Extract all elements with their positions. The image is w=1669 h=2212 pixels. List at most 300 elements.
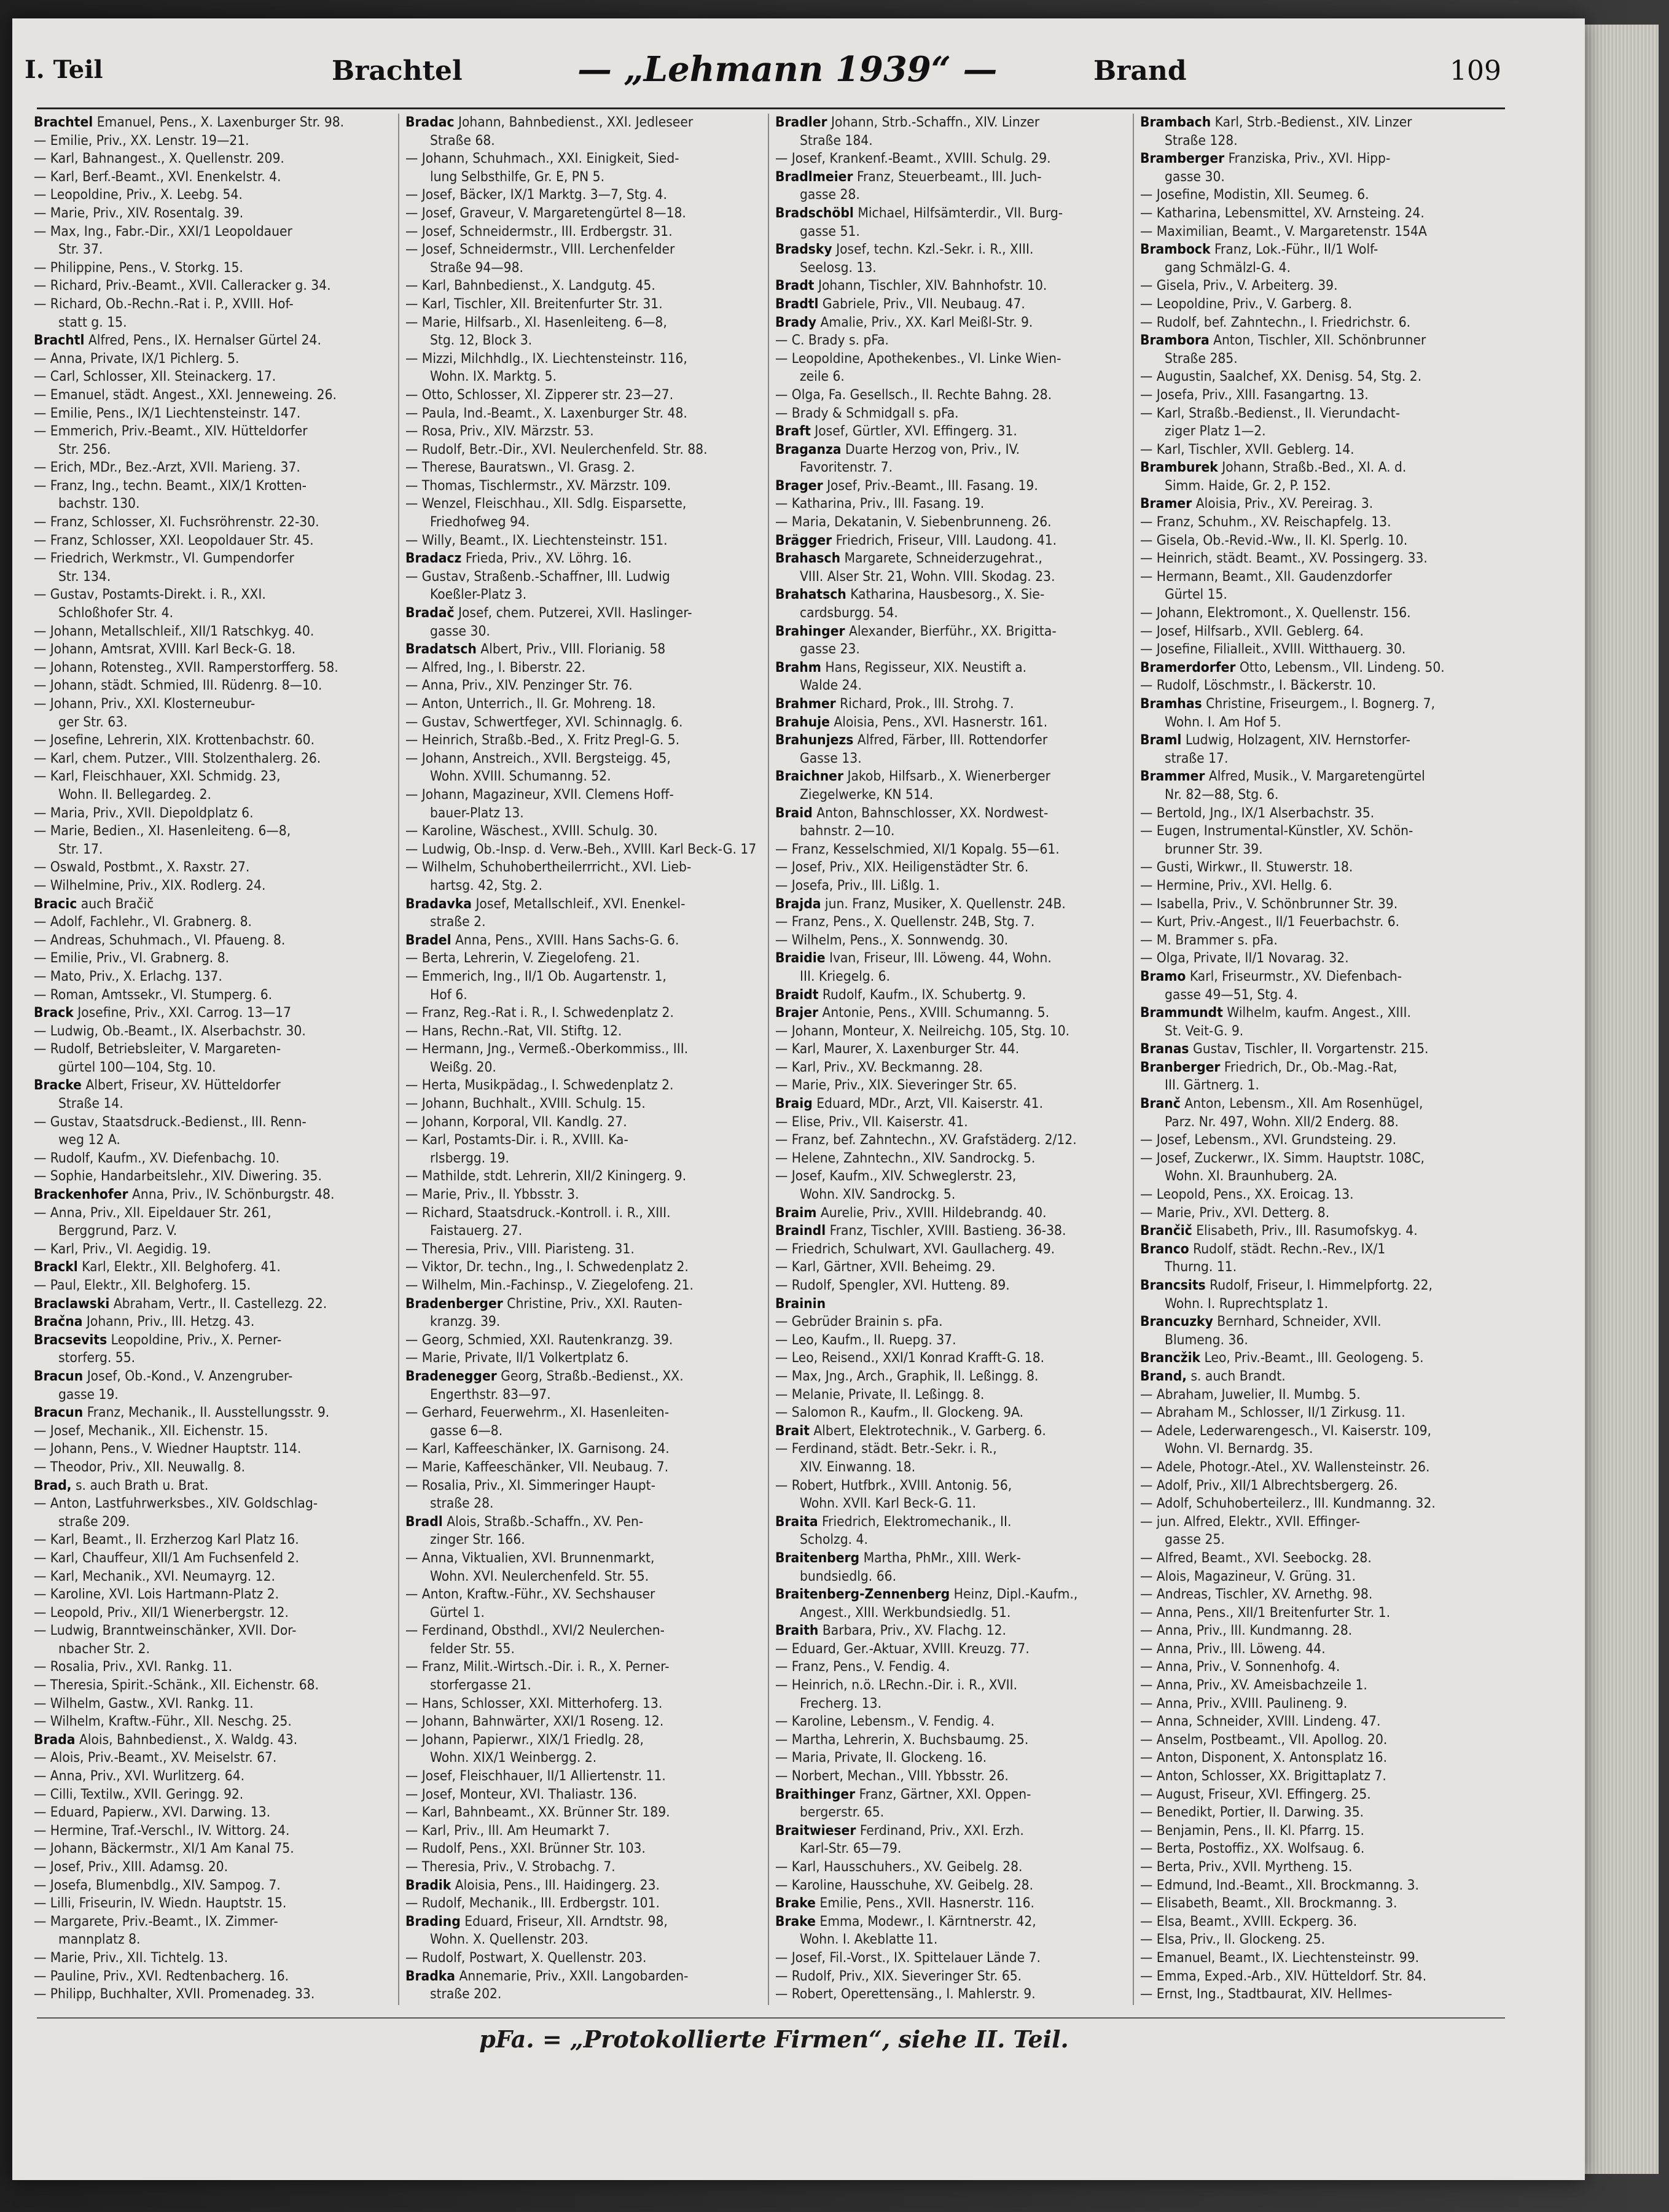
entry-surname: Bramhas bbox=[1140, 696, 1202, 712]
directory-line bbox=[405, 1822, 765, 1840]
entry-surname: Bračna bbox=[34, 1314, 83, 1330]
entry-text: — Rudolf, Löschmstr., I. Bäckerstr. 10. bbox=[1140, 677, 1377, 694]
entry-text: — Ludwig, Branntweinschänker, XVII. Dor- bbox=[34, 1622, 297, 1639]
directory-line bbox=[34, 841, 393, 859]
entry-surname: Branas bbox=[1140, 1041, 1189, 1057]
entry-continuation: Koeßler-Platz 3. bbox=[430, 586, 527, 603]
directory-line bbox=[405, 423, 765, 441]
directory-line bbox=[405, 2004, 765, 2005]
entry-continuation: Gürtel 15. bbox=[1165, 586, 1227, 603]
entry-continuation: Wohn. I. Akeblatte 11. bbox=[800, 1931, 938, 1948]
directory-line bbox=[405, 332, 765, 350]
entry-text: — Otto, Schlosser, XI. Zipperer str. 23—27. bbox=[405, 386, 674, 403]
directory-line bbox=[1140, 295, 1499, 314]
entry-surname: Brada bbox=[34, 1731, 76, 1748]
directory-line bbox=[405, 1513, 765, 1532]
entry-continuation: gasse 30. bbox=[430, 623, 490, 639]
directory-line bbox=[405, 659, 765, 677]
entry-text: — Adele, Lederwarengesch., VI. Kaiserstr. 109, bbox=[1140, 1422, 1432, 1439]
entry-text: — Berta, Lehrerin, V. Ziegelofeng. 21. bbox=[405, 950, 640, 967]
entry-text: — Karl, chem. Putzer., VIII. Stolzenthalerg. 26. bbox=[34, 750, 321, 766]
entry-text: — Richard, Staatsdruck.-Kontroll. i. R., XIII. bbox=[405, 1204, 671, 1221]
entry-continuation: Wohn. X. Quellenstr. 203. bbox=[430, 1931, 588, 1948]
directory-line bbox=[34, 604, 393, 623]
directory-line bbox=[1140, 1731, 1499, 1750]
directory-line bbox=[405, 386, 765, 405]
entry-text: — Rudolf, bef. Zahntechn., I. Friedrichstr. 6. bbox=[1140, 314, 1411, 330]
directory-line bbox=[775, 1895, 1135, 1913]
directory-line bbox=[775, 1186, 1135, 1204]
directory-line bbox=[405, 1677, 765, 1695]
entry-text: — Josef, Zuckerwr., IX. Simm. Hauptstr. 108C, bbox=[1140, 1150, 1425, 1166]
footer-note: pFa. = „Protokollierte Firmen“, siehe II. Teil. bbox=[479, 2025, 1069, 2053]
entry-continuation bbox=[1165, 2004, 1233, 2005]
entry-text: — Paula, Ind.-Beamt., X. Laxenburger Str. 48. bbox=[405, 405, 687, 421]
part-label: I. Teil bbox=[25, 55, 103, 84]
entry-continuation: gasse 6—8. bbox=[430, 1422, 503, 1439]
entry-text: — Rudolf, Kaufm., XV. Diefenbachg. 10. bbox=[34, 1150, 280, 1166]
directory-line bbox=[775, 350, 1135, 368]
directory-line bbox=[1140, 1968, 1499, 1986]
entry-text: — Karl, Bahnbeamt., XX. Brünner Str. 189. bbox=[405, 1804, 670, 1821]
entry-surname: Braithinger bbox=[775, 1786, 856, 1802]
entry-text: Wilhelm, kaufm. Angest., XIII. bbox=[1222, 1005, 1411, 1021]
entry-text: — Elsa, Beamt., XVIII. Eckperg. 36. bbox=[1140, 1913, 1358, 1930]
entry-text: — Josefine, Lehrerin, XIX. Krottenbachstr. 60. bbox=[34, 732, 315, 749]
directory-line bbox=[405, 804, 765, 823]
directory-line bbox=[1140, 1858, 1499, 1877]
entry-text: — Gustav, Postamts-Direkt. i. R., XXI. bbox=[34, 586, 266, 603]
entry-text: — Josef, Hilfsarb., XVII. Geblerg. 64. bbox=[1140, 623, 1364, 639]
entry-text: — Josef, Bäcker, IX/1 Marktg. 3—7, Stg. 4. bbox=[405, 187, 667, 203]
directory-line bbox=[34, 1440, 393, 1458]
entry-continuation: Str. 256. bbox=[58, 441, 111, 458]
entry-continuation: straße 28. bbox=[430, 1495, 494, 1512]
directory-line bbox=[1140, 1113, 1499, 1132]
directory-line bbox=[34, 1422, 393, 1441]
entry-continuation: Wohn. XVI. Neulerchenfeld. Str. 55. bbox=[430, 1568, 649, 1584]
entry-surname: Braim bbox=[775, 1204, 817, 1221]
entry-text: Emilie, Pens., XVII. Hasnerstr. 116. bbox=[815, 1895, 1034, 1912]
entry-text: Johann, Tischler, XIV. Bahnhofstr. 10. bbox=[814, 278, 1047, 294]
entry-surname: Braid bbox=[775, 804, 813, 821]
directory-line bbox=[1140, 1422, 1499, 1441]
entry-text: — Andreas, Schuhmach., VI. Pfaueng. 8. bbox=[34, 932, 286, 948]
directory-line bbox=[34, 677, 393, 695]
entry-text: — Emma, Exped.-Arb., XIV. Hütteldorf. Str. 84. bbox=[1140, 1968, 1427, 1984]
entry-surname: Bracsevits bbox=[34, 1331, 107, 1348]
directory-line bbox=[1140, 859, 1499, 877]
directory-line bbox=[775, 1386, 1135, 1404]
directory-line bbox=[1140, 223, 1499, 241]
directory-line bbox=[34, 1040, 393, 1059]
entry-text: — Rudolf, Pens., XXI. Brünner Str. 103. bbox=[405, 1840, 646, 1857]
entry-text: — Josefa, Priv., XIII. Fasangartng. 13. bbox=[1140, 386, 1369, 403]
directory-line bbox=[405, 1222, 765, 1240]
entry-text: Johann, Strb.-Schaffn., XIV. Linzer bbox=[827, 114, 1040, 130]
directory-line bbox=[1140, 186, 1499, 204]
entry-continuation: bauer-Platz 13. bbox=[430, 804, 524, 821]
entry-text: Leo, Priv.-Beamt., III. Geologeng. 5. bbox=[1200, 1350, 1424, 1366]
entry-surname: Bracun bbox=[34, 1368, 84, 1384]
directory-line bbox=[405, 1404, 765, 1422]
directory-line bbox=[34, 1622, 393, 1640]
entry-text: — Franz, Schlosser, XXI. Leopoldauer Str. 45. bbox=[34, 532, 314, 548]
directory-line bbox=[34, 1604, 393, 1622]
directory-line bbox=[1140, 1258, 1499, 1277]
entry-text: Eduard, MDr., Arzt, VII. Kaiserstr. 41. bbox=[812, 1096, 1044, 1112]
entry-continuation: bahnstr. 2—10. bbox=[800, 823, 895, 839]
directory-line bbox=[1140, 350, 1499, 368]
directory-line bbox=[1140, 1767, 1499, 1786]
page-header bbox=[25, 43, 1499, 98]
directory-line bbox=[405, 1622, 765, 1640]
directory-line bbox=[34, 1131, 393, 1150]
directory-line bbox=[775, 277, 1135, 295]
entry-continuation: cardsburgg. 54. bbox=[800, 605, 898, 621]
entry-continuation: Faistauerg. 27. bbox=[430, 1223, 523, 1239]
column-divider bbox=[1133, 114, 1134, 2005]
entry-surname: Braitenberg-Zennenberg bbox=[775, 1586, 950, 1603]
entry-text: — Katharina, Priv., III. Fasang. 19. bbox=[775, 496, 985, 512]
entry-text bbox=[822, 2004, 1047, 2005]
entry-continuation: Engerthstr. 83—97. bbox=[430, 1386, 551, 1403]
directory-line bbox=[775, 1295, 1135, 1314]
entry-text: — Josefine, Modistin, XII. Seumeg. 6. bbox=[1140, 187, 1369, 203]
entry-surname: Brainin bbox=[775, 1295, 826, 1312]
entry-continuation: Gürtel 1. bbox=[430, 1604, 485, 1621]
entry-continuation: brunner Str. 39. bbox=[1165, 841, 1263, 857]
directory-line bbox=[405, 1277, 765, 1295]
entry-text: — Georg, Schmied, XXI. Rautenkranzg. 39. bbox=[405, 1331, 673, 1348]
directory-line bbox=[405, 1985, 765, 2004]
entry-text: — Marie, Bedien., XI. Hasenleiteng. 6—8, bbox=[34, 823, 291, 839]
directory-line bbox=[405, 1077, 765, 1095]
entry-text: Alexander, Bierführ., XX. Brigitta- bbox=[845, 623, 1057, 639]
entry-continuation: straße 2. bbox=[430, 914, 486, 930]
entry-surname: Bradacz bbox=[405, 550, 462, 567]
directory-line bbox=[34, 241, 393, 259]
entry-surname: Bramerdorfer bbox=[1140, 659, 1236, 676]
entry-surname: Brack bbox=[34, 1005, 74, 1021]
entry-text: — Wilhelm, Min.-Fachinsp., V. Ziegelofeng. 21. bbox=[405, 1277, 694, 1293]
entry-text: Josef, Priv.-Beamt., III. Fasang. 19. bbox=[823, 477, 1038, 494]
entry-continuation: zeile 6. bbox=[800, 368, 845, 385]
entry-text: — Berta, Priv., XVII. Myrtheng. 15. bbox=[1140, 1859, 1353, 1875]
entry-text: Franz, Tischler, XVIII. Bastieng. 36-38. bbox=[826, 1223, 1066, 1239]
entry-text: — Johann, Priv., XXI. Klosterneubur- bbox=[34, 696, 256, 712]
entry-text: — Hans, Rechn.-Rat, VII. Stiftg. 12. bbox=[405, 1022, 622, 1039]
entry-text: — Anna, Priv., XV. Ameisbachzeile 1. bbox=[1140, 1677, 1367, 1694]
entry-surname: Bracic bbox=[34, 895, 77, 912]
directory-line bbox=[775, 1786, 1135, 1804]
entry-text: — Andreas, Tischler, XV. Arnethg. 98. bbox=[1140, 1586, 1373, 1603]
directory-line bbox=[34, 731, 393, 750]
entry-text: — Johann, Amtsrat, XVIII. Karl Beck-G. 18. bbox=[34, 641, 296, 658]
entry-text: — Anna, Priv., XIV. Penzinger Str. 76. bbox=[405, 677, 633, 694]
entry-text: — Max, Jng., Arch., Graphik, II. Leßingg. 8. bbox=[775, 1368, 1039, 1384]
entry-text: Leopoldine, Priv., X. Perner- bbox=[107, 1331, 282, 1348]
entry-surname: Brachtel bbox=[34, 114, 93, 130]
directory-line bbox=[775, 1022, 1135, 1041]
directory-line bbox=[775, 1059, 1135, 1077]
entry-text: Rudolf, städt. Rechn.-Rev., IX/1 bbox=[1189, 1240, 1386, 1257]
directory-line bbox=[34, 314, 393, 332]
directory-line bbox=[1140, 1222, 1499, 1240]
directory-line bbox=[405, 1331, 765, 1350]
entry-text: — Adolf, Schuhoberteilerz., III. Kundmanng. 32. bbox=[1140, 1495, 1436, 1512]
directory-line bbox=[775, 841, 1135, 859]
entry-text: Otto, Lebensm., VII. Lindeng. 50. bbox=[1235, 659, 1445, 676]
entry-text: Aloisia, Pens., XVI. Hasnerstr. 161. bbox=[829, 714, 1048, 730]
directory-line bbox=[1140, 695, 1499, 714]
directory-line bbox=[34, 1513, 393, 1532]
directory-line bbox=[1140, 659, 1499, 677]
directory-line bbox=[405, 350, 765, 368]
entry-text: — Sophie, Handarbeitslehr., XIV. Diwering. 35. bbox=[34, 1168, 322, 1185]
directory-line bbox=[405, 368, 765, 386]
entry-text: — Franz, Pens., X. Quellenstr. 24B, Stg. 7. bbox=[775, 914, 1035, 930]
entry-surname: Bracun bbox=[34, 1404, 84, 1421]
entry-text: — jun. Alfred, Elektr., XVII. Effinger- bbox=[1140, 1513, 1361, 1530]
directory-line bbox=[775, 586, 1135, 604]
entry-text: Albert, Priv., VIII. Florianig. 58 bbox=[476, 641, 666, 658]
directory-line bbox=[775, 1658, 1135, 1677]
directory-line bbox=[405, 1295, 765, 1314]
entry-text: — Olga, Private, II/1 Novarag. 32. bbox=[1140, 950, 1349, 967]
entry-text: — Karl, Tischler, XVII. Geblerg. 14. bbox=[1140, 441, 1354, 458]
entry-text: — Heinrich, städt. Beamt., XV. Possingerg. 33. bbox=[1140, 550, 1428, 567]
entry-surname: Braml bbox=[1140, 732, 1182, 749]
entry-surname: Bramer bbox=[1140, 496, 1192, 512]
entry-continuation: Simm. Haide, Gr. 2, P. 152. bbox=[1165, 477, 1331, 494]
entry-surname: Branco bbox=[1140, 1240, 1189, 1257]
entry-text: s. auch Brandt. bbox=[1186, 1368, 1286, 1384]
directory-line bbox=[405, 1767, 765, 1786]
directory-line bbox=[775, 332, 1135, 350]
entry-text: — Gusti, Wirkwr., II. Stuwerstr. 18. bbox=[1140, 859, 1353, 876]
entry-text: — Wenzel, Fleischhau., XII. Sdlg. Eisparsette, bbox=[405, 496, 687, 512]
entry-text: — Eduard, Papierw., XVI. Darwing. 13. bbox=[34, 1804, 271, 1821]
directory-line bbox=[1140, 1022, 1499, 1041]
directory-line bbox=[34, 513, 393, 532]
directory-line bbox=[34, 114, 393, 132]
directory-line bbox=[1140, 1749, 1499, 1767]
entry-text: — Friedrich, Schulwart, XVI. Gaullacherg. 49. bbox=[775, 1240, 1055, 1257]
directory-line bbox=[1140, 1458, 1499, 1477]
directory-line bbox=[34, 204, 393, 223]
entry-text: — Johann, Pens., V. Wiedner Hauptstr. 114. bbox=[34, 1441, 302, 1457]
entry-text: Antonie, Pens., XVIII. Schumanng. 5. bbox=[818, 1005, 1050, 1021]
directory-line bbox=[34, 477, 393, 496]
directory-line bbox=[405, 1658, 765, 1677]
entry-text: Christine, Friseurgem., I. Bognerg. 7, bbox=[1202, 696, 1436, 712]
directory-line bbox=[34, 1313, 393, 1331]
entry-text: — Anna, Priv., V. Sonnenhofg. 4. bbox=[1140, 1659, 1340, 1675]
directory-line bbox=[34, 968, 393, 986]
directory-line bbox=[1140, 714, 1499, 732]
entry-text: — Theresia, Priv., VIII. Piaristeng. 31. bbox=[405, 1240, 635, 1257]
directory-line bbox=[1140, 1440, 1499, 1458]
entry-text: — Johann, Magazineur, XVII. Clemens Hoff- bbox=[405, 786, 674, 803]
directory-line bbox=[775, 786, 1135, 804]
entry-text: — Salomon R., Kaufm., II. Glockeng. 9A. bbox=[775, 1404, 1024, 1421]
directory-line bbox=[34, 877, 393, 895]
directory-line bbox=[34, 895, 393, 914]
entry-text: Alfred, Färber, III. Rottendorfer bbox=[853, 732, 1048, 749]
entry-text: — Anton, Kraftw.-Führ., XV. Sechshauser bbox=[405, 1586, 655, 1603]
directory-line bbox=[34, 459, 393, 477]
entry-text: Josef, Gürtler, XVI. Effingerg. 31. bbox=[810, 423, 1017, 440]
entry-text: Friedrich, Elektromechanik., II. bbox=[818, 1513, 1012, 1530]
entry-text: — Franz, Kesselschmied, XI/1 Kopalg. 55—61. bbox=[775, 841, 1060, 857]
entry-text bbox=[34, 2004, 303, 2005]
entry-text: — Leopoldine, Priv., V. Garberg. 8. bbox=[1140, 295, 1353, 312]
entry-continuation: straße 17. bbox=[1165, 750, 1229, 766]
entry-surname: Brand, bbox=[1140, 1368, 1187, 1384]
directory-line bbox=[34, 1495, 393, 1513]
entry-text: Barbara, Priv., XV. Flachg. 12. bbox=[818, 1622, 1006, 1639]
entry-text: — Anna, Private, IX/1 Pichlerg. 5. bbox=[34, 350, 240, 367]
entry-surname: Bradt bbox=[775, 278, 815, 294]
directory-line bbox=[775, 1731, 1135, 1750]
entry-text: — Marie, Priv., XIX. Sieveringer Str. 65. bbox=[775, 1077, 1017, 1094]
directory-line bbox=[1140, 949, 1499, 968]
entry-text: — Norbert, Mechan., VIII. Ybbsstr. 26. bbox=[775, 1768, 1009, 1785]
entry-surname: Bradtl bbox=[775, 295, 819, 312]
directory-line bbox=[34, 423, 393, 441]
directory-line bbox=[1140, 1604, 1499, 1622]
directory-line bbox=[405, 949, 765, 968]
entry-text: — Leopold, Pens., XX. Eroicag. 13. bbox=[1140, 1186, 1354, 1203]
entry-surname: Brammundt bbox=[1140, 1005, 1223, 1021]
entry-text: Martha, PhMr., XIII. Werk- bbox=[859, 1549, 1021, 1566]
directory-line bbox=[1140, 314, 1499, 332]
directory-line bbox=[34, 786, 393, 804]
entry-text: — Rosalia, Priv., XI. Simmeringer Haupt- bbox=[405, 1477, 655, 1493]
entry-text: — Anton, Lastfuhrwerksbes., XIV. Goldschlag- bbox=[34, 1495, 318, 1512]
directory-line bbox=[1140, 822, 1499, 841]
entry-text: — Adolf, Fachlehr., VI. Grabnerg. 8. bbox=[34, 914, 252, 930]
entry-continuation: gang Schmälzl-G. 4. bbox=[1165, 259, 1291, 276]
entry-text: — Adele, Photogr.-Atel., XV. Wallensteinstr. 26. bbox=[1140, 1458, 1430, 1475]
entry-text: — Franz, bef. Zahntechn., XV. Grafstäderg. 2/12. bbox=[775, 1132, 1077, 1148]
entry-continuation: Friedhofweg 94. bbox=[430, 514, 530, 531]
directory-line bbox=[775, 1640, 1135, 1659]
entry-continuation: Seelosg. 13. bbox=[800, 259, 877, 276]
entry-text: — Josef, Mechanik., XII. Eichenstr. 15. bbox=[34, 1422, 268, 1439]
entry-text: Albert, Elektrotechnik., V. Garberg. 6. bbox=[809, 1422, 1046, 1439]
directory-line bbox=[34, 1913, 393, 1931]
directory-line bbox=[34, 405, 393, 423]
entry-text: — Johann, Bäckermstr., XI/1 Am Kanal 75. bbox=[34, 1840, 294, 1857]
entry-continuation: Straße 14. bbox=[58, 1096, 123, 1112]
entry-continuation: storferg. 55. bbox=[58, 1350, 136, 1366]
entry-text: Aurelie, Priv., XVIII. Hildebrandg. 40. bbox=[816, 1204, 1047, 1221]
entry-continuation: gasse 19. bbox=[58, 1386, 119, 1403]
directory-line bbox=[405, 1458, 765, 1477]
entry-text: — Wilhelm, Kraftw.-Führ., XII. Neschg. 25. bbox=[34, 1713, 292, 1730]
entry-text: — Karl, Mechanik., XVI. Neumayrg. 12. bbox=[34, 1568, 275, 1584]
directory-line bbox=[1140, 731, 1499, 750]
directory-line bbox=[775, 1458, 1135, 1477]
entry-surname: Bradatsch bbox=[405, 641, 477, 658]
entry-text: Anna, Pens., XVIII. Hans Sachs-G. 6. bbox=[451, 932, 679, 948]
entry-surname: Brammer bbox=[1140, 768, 1205, 785]
entry-surname: Bradel bbox=[405, 932, 451, 948]
entry-text: Aloisia, Priv., XV. Pereirag. 3. bbox=[1192, 496, 1374, 512]
entry-surname: Brahuje bbox=[775, 714, 830, 730]
directory-line bbox=[775, 1695, 1135, 1713]
directory-line bbox=[775, 1586, 1135, 1604]
entry-text: — Josef, Priv., XIX. Heiligenstädter Str. 6. bbox=[775, 859, 1029, 876]
entry-surname: Bradenberger bbox=[405, 1295, 503, 1312]
directory-line bbox=[34, 568, 393, 586]
column-divider bbox=[768, 114, 769, 2005]
book-page-edges bbox=[1585, 25, 1659, 2174]
directory-line bbox=[775, 1531, 1135, 1549]
directory-line bbox=[1140, 1167, 1499, 1186]
directory-line bbox=[1140, 841, 1499, 859]
directory-line bbox=[405, 1440, 765, 1458]
directory-line bbox=[1140, 1895, 1499, 1913]
entry-text: s. auch Brath u. Brat. bbox=[71, 1477, 209, 1493]
directory-line bbox=[34, 295, 393, 314]
directory-line bbox=[405, 1931, 765, 1949]
entry-text: — Emanuel, städt. Angest., XXI. Jenneweing. 26. bbox=[34, 386, 337, 403]
entry-continuation: Hof 6. bbox=[430, 986, 467, 1003]
directory-line bbox=[34, 1786, 393, 1804]
directory-line bbox=[405, 822, 765, 841]
entry-text: Johann, Straßb.-Bed., XI. A. d. bbox=[1218, 459, 1407, 476]
entry-surname: Brambach bbox=[1140, 114, 1211, 130]
directory-line bbox=[34, 1767, 393, 1786]
directory-line bbox=[1140, 1913, 1499, 1931]
entry-text: — Theodor, Priv., XII. Neuwallg. 8. bbox=[34, 1458, 246, 1475]
directory-line bbox=[405, 550, 765, 568]
entry-surname: Bradka bbox=[405, 1968, 456, 1984]
directory-line bbox=[775, 1422, 1135, 1441]
directory-line bbox=[34, 1349, 393, 1368]
entry-continuation: St. Veit-G. 9. bbox=[1165, 1022, 1244, 1039]
directory-line bbox=[775, 550, 1135, 568]
entry-text: — Gerhard, Feuerwehrm., XI. Hasenleiten- bbox=[405, 1404, 670, 1421]
directory-line bbox=[1140, 477, 1499, 496]
entry-text: — Rosalia, Priv., XVI. Rankg. 11. bbox=[34, 1659, 233, 1675]
directory-line bbox=[775, 1622, 1135, 1640]
entry-text: — Isabella, Priv., V. Schönbrunner Str. 39. bbox=[1140, 895, 1398, 912]
entry-text: — Olga, Fa. Gesellsch., II. Rechte Bahng. 28. bbox=[775, 386, 1052, 403]
entry-text: — Josef, Kaufm., XIV. Schweglerstr. 23, bbox=[775, 1168, 1017, 1185]
directory-line bbox=[34, 277, 393, 295]
directory-line bbox=[775, 1477, 1135, 1495]
directory-line bbox=[775, 1277, 1135, 1295]
directory-line bbox=[775, 1004, 1135, 1022]
entry-continuation: felder Str. 55. bbox=[430, 1640, 515, 1657]
entry-text: Josef, Ob.-Kond., V. Anzengruber- bbox=[83, 1368, 293, 1384]
directory-line bbox=[405, 314, 765, 332]
entry-text: — Karl, Hausschuhers., XV. Geibelg. 28. bbox=[775, 1859, 1023, 1875]
entry-text: jun. Franz, Musiker, X. Quellenstr. 24B. bbox=[821, 895, 1066, 912]
entry-text: — Eugen, Instrumental-Künstler, XV. Schön- bbox=[1140, 823, 1413, 839]
entry-text: Friedrich, Dr., Ob.-Mag.-Rat, bbox=[1220, 1059, 1397, 1075]
directory-line bbox=[775, 877, 1135, 895]
entry-surname: Bracke bbox=[34, 1077, 82, 1094]
entry-surname: Brait bbox=[775, 1422, 810, 1439]
directory-line bbox=[34, 1095, 393, 1113]
directory-line bbox=[34, 822, 393, 841]
entry-text: — Franz, Milit.-Wirtsch.-Dir. i. R., X. Perner- bbox=[405, 1659, 670, 1675]
